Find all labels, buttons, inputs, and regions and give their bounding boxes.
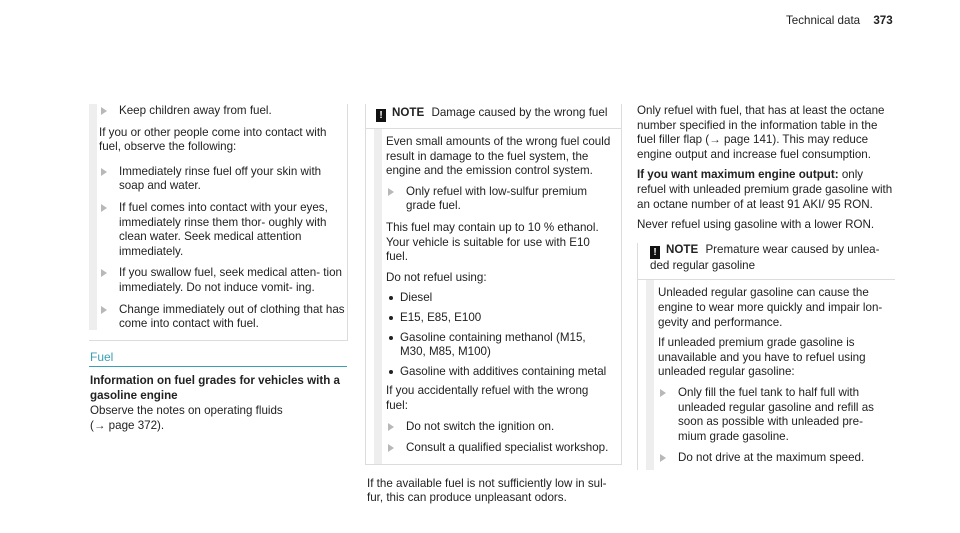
note-box-2 [637,243,895,470]
section-title-rule [89,366,347,367]
running-header [786,14,911,30]
bullet-item: Consult a qualified specialist workshop. [386,441,611,456]
column-1 [89,104,347,341]
max-output-paragraph: If you want maximum engine output: only refuel with unleaded premium grade gasoline with an octane number of at least 91 AKI/ 95 RON. [637,168,893,211]
triangle-marker-icon [388,444,394,452]
odor-note: If the available fuel is not sufficiently low in sul- fur, this can produce unpleasant odors. [367,476,607,505]
warning-box-bar [89,104,97,330]
warning-icon: ! [650,246,660,259]
note-body: Even small amounts of the wrong fuel could result in damage to the fuel system, the engine and the emission control system. Only refuel with low-sulfur premium grade fuel. This fuel may contain up to 10 % ethanol. Your vehicle is suitable for use with E10 fuel. Do not refuel using: Diesel E15, E85, E100 Gasoline containing methanol (M15, M30, M85, M100) Gasoline with additives containing metal If you accidentally refuel with the wrong fuel: Do not switch the ignition on. Consult a qualified specialist workshop. [366,129,621,464]
list-item: Diesel [386,291,611,306]
page-number: 373 [873,14,893,27]
list-item: Gasoline with additives containing metal [386,365,611,380]
fuel-subheading: Information on fuel grades for vehicles with a gasoline engine [90,374,340,402]
section-name: Technical data [786,14,861,27]
triangle-marker-icon [101,168,107,176]
column-2 [365,104,621,512]
list-item: E15, E85, E100 [386,311,611,326]
intro-text: If you or other people come into contact with fuel, observe the following: [99,125,327,154]
note-box [365,104,622,465]
section-title-fuel: Fuel [90,350,114,364]
note-body-bar [646,280,654,470]
bullet-item: If you swallow fuel, seek medical atten- tion immediately. Do not induce vomit- ing. [99,266,347,295]
note-header: ! NOTE Damage caused by the wrong fuel [366,104,621,129]
bullet-item: Immediately rinse fuel off your skin with soap and water. [99,165,347,194]
fuel-body: Observe the notes on operating fluids (→ page 372). [90,404,283,432]
triangle-marker-icon [388,423,394,431]
bullet-item: Do not drive at the maximum speed. [658,451,889,466]
bullet-item: Only refuel with low-sulfur premium grade fuel. [386,185,611,214]
column-3: Only refuel with fuel, that has at least the octane number specified in the information table in the fuel filler flap (→ page 141). This may reduce engine output and increase fuel consumption. If you want maximum engine output: only refuel with unleaded premium grade gasoline with an octane number of at least 91 AKI/ 95 RON. Never refuel using gasoline with a lower RON. ! NOTE Premature wear caused by unlea- ded regular gasoline Unleaded regular gasoline can cause the engine to wear more quickly and impair lon- gevity and performance. If unleaded premium grade gasoline is unavailable and you have to refuel using unleaded regular gasoline: Only fill the fuel tank to half full with unleaded regular gasoline and refill as soon as possible with unleaded pre- mium grade gasoline. Do not drive at the maximum speed. [637,104,895,470]
note-title: Damage caused by the wrong fuel [431,106,608,119]
triangle-marker-icon [660,454,666,462]
triangle-marker-icon [660,389,666,397]
note-body-2: Unleaded regular gasoline can cause the engine to wear more quickly and impair lon- gevity and performance. If unleaded premium grade gasoline is unavailable and you have to refuel using unleaded regular gasoline: Only fill the fuel tank to half full with unleaded regular gasoline and refill as soon as possible with unleaded pre- mium grade gasoline. Do not drive at the maximum speed. [638,280,895,470]
bullet-item: If fuel comes into contact with your eyes, immediately rinse them thor- oughly with clean water. Seek medical attention immediately. [99,201,347,259]
warning-box [89,104,348,341]
triangle-marker-icon [101,306,107,314]
bullet-item: Keep children away from fuel. [99,104,347,119]
note-header-2: ! NOTE Premature wear caused by unlea- ded regular gasoline [638,243,895,281]
triangle-marker-icon [388,188,394,196]
note-body-bar [374,129,382,464]
triangle-marker-icon [101,269,107,277]
list-item: Gasoline containing methanol (M15, M30, M85, M100) [386,331,611,360]
bullet-item: Do not switch the ignition on. [386,420,611,435]
triangle-marker-icon [101,107,107,115]
note-title: Premature wear caused by unlea- ded regular gasoline [650,242,880,272]
bullet-item: Only fill the fuel tank to half full with unleaded regular gasoline and refill as soon as possible with unleaded pre- mium grade gasoline. [658,386,889,444]
bullet-item: Change immediately out of clothing that has come into contact with fuel. [99,303,347,332]
triangle-marker-icon [101,204,107,212]
warning-icon: ! [376,109,386,122]
